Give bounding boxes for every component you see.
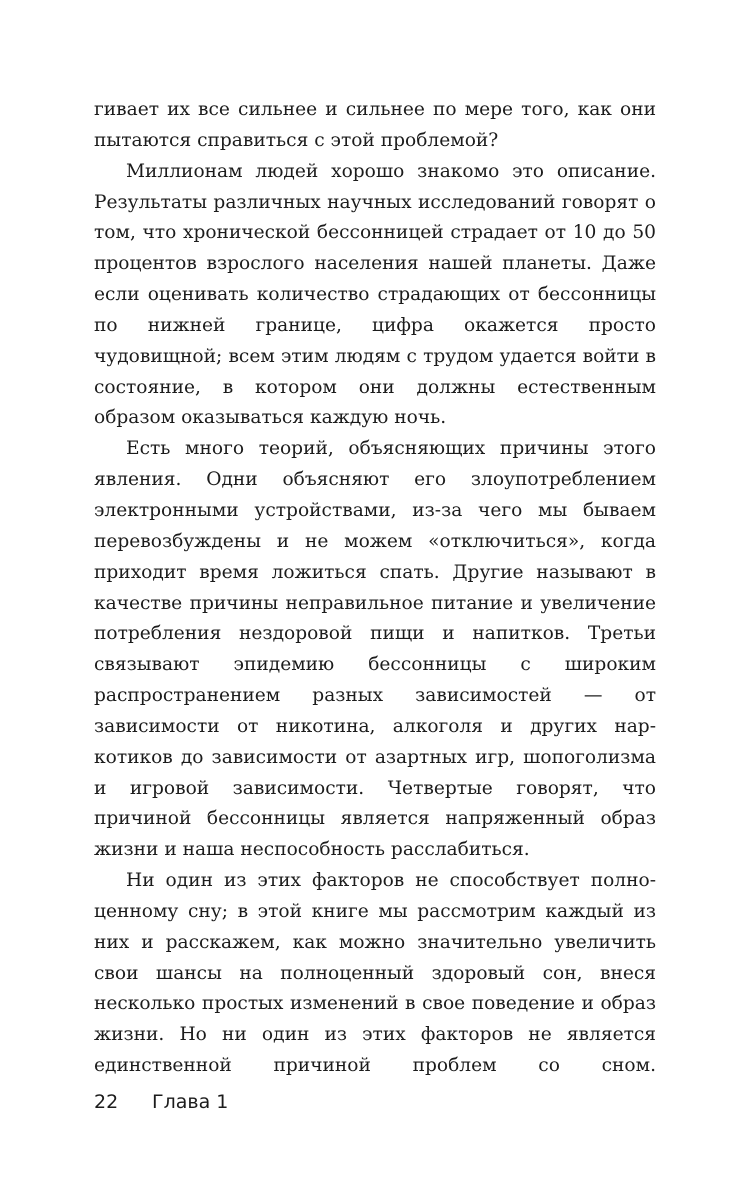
paragraph-continued: гивает их все сильнее и сильнее по мере того, как они пытаются справиться с этой проблемой? — [94, 99, 656, 151]
paragraph-insomnia-theories: Есть много теорий, объясняющих причины этого явления. Одни объясняют его злоупотреблением электронными устройствами, из-за чего мы бываем перевозбуждены и не можем «отключиться», когда приходит время ложиться спать. Другие называют в качестве причины неправильное питание и увеличение потребления нездоровой пищи и напитков. Третьи связывают эпидемию бессонницы с широким распространением разных зависимостей — от зависимости от никотина, алкоголя и других наркотиков до зависимости от азартных игр, шопоголизма и игровой зависимости. Четвертые говорят, что причиной бессонницы является напряженный образ жизни и наша неспособность расслабиться. — [94, 438, 656, 861]
paragraph-insomnia-prevalence: Миллионам людей хорошо знакомо это описание. Результаты различных научных исследований говорят о том, что хронической бессонницей страдает от 10 до 50 процентов взрослого населения нашей планеты. Даже если оценивать количество страдающих от бессонницы по нижней границе, цифра окажется просто чудовищной; всем этим людям с трудом удается войти в состояние, в котором они должны естественным образом оказываться каждую ночь. — [94, 160, 656, 429]
paragraph-factors: Ни один из этих факторов не способствует полноценному сну; в этой книге мы рассмотрим каждый из них и расскажем, как можно значительно увеличить свои шансы на полноценный здоровый сон, внеся несколько простых изменений в свое поведение и образ жизни. Но ни один из этих факторов не является единственной причиной проблем со сном. — [94, 870, 656, 1077]
page-number: 22 — [94, 1091, 119, 1113]
body-text — [94, 95, 656, 1082]
chapter-title: Глава 1 — [152, 1091, 229, 1113]
page-footer — [94, 1091, 228, 1113]
